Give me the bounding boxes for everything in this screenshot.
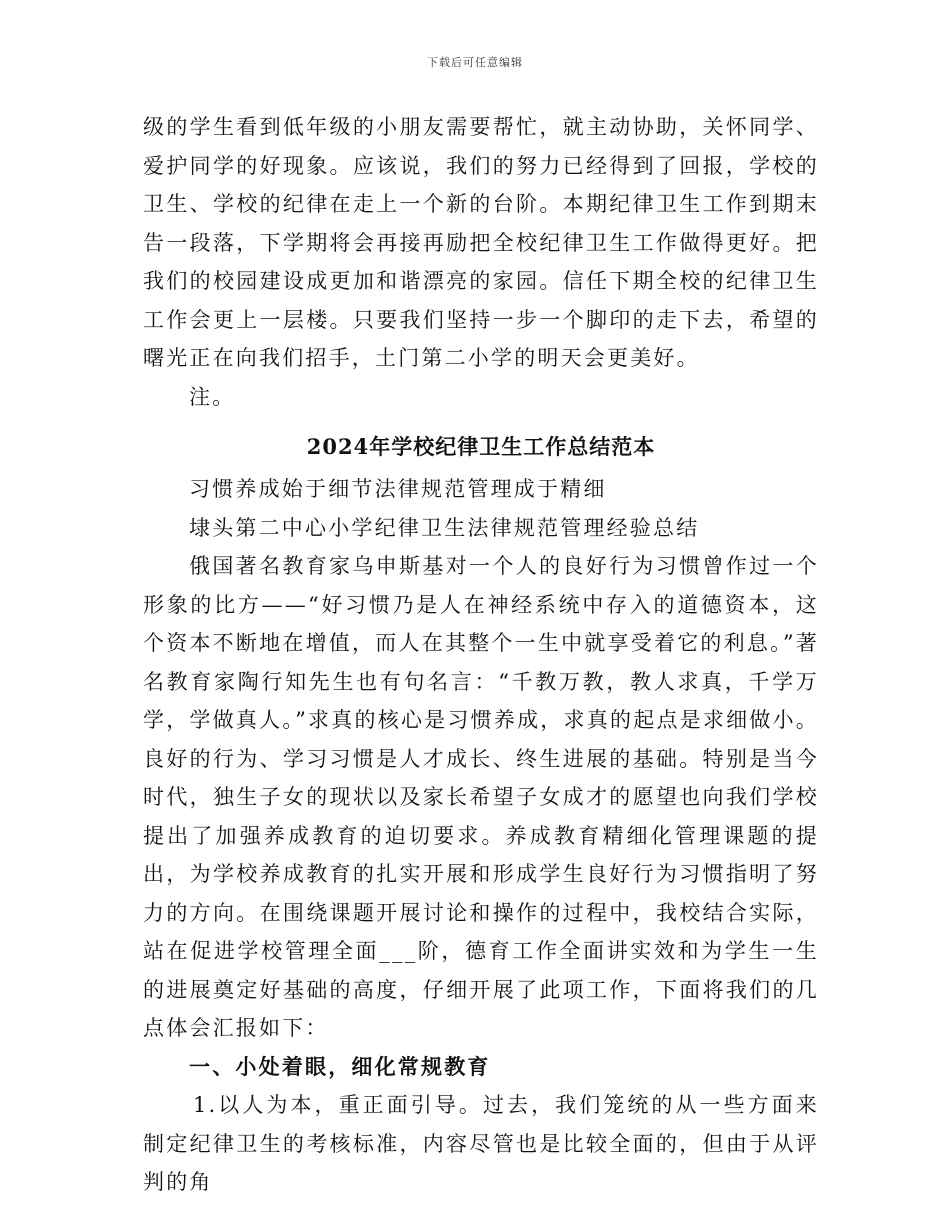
subtitle-line-2: 埭头第二中心小学纪律卫生法律规范管理经验总结	[189, 515, 700, 540]
point-paragraph: 1.以人为本，重正面引导。过去，我们笼统的从一些方面来制定纪律卫生的考核标准，内容尽管也是比较全面的，但由于从评判的角	[143, 1093, 819, 1194]
intro-paragraph: 级的学生看到低年级的小朋友需要帮忙，就主动协助，关怀同学、爱护同学的好现象。应该说，我们的努力已经得到了回报，学校的卫生、学校的纪律在走上一个新的台阶。本期纪律卫生工作到期末告一段落，下学期将会再接再励把全校纪律卫生工作做得更好。把我们的校园建设成更加和谐漂亮的家园。信任下期全校的纪律卫生工作会更上一层楼。只要我们坚持一步一个脚印的走下去，希望的曙光正在向我们招手，土门第二小学的明天会更美好。	[143, 115, 819, 370]
document-body	[143, 108, 819, 1202]
subtitle-line-1: 习惯养成始于细节法律规范管理成于精细	[189, 477, 607, 501]
body-paragraph: 俄国著名教育家乌申斯基对一个人的良好行为习惯曾作过一个形象的比方——“好习惯乃是人在神经系统中存入的道德资本，这个资本不断地在增值，而人在其整个一生中就享受着它的利息。”著名教育家陶行知先生也有句名言：“千教万教，教人求真，千学万学，学做真人。”求真的核心是习惯养成，求真的起点是求细做小。良好的行为、学习习惯是人才成长、终生进展的基础。特别是当今时代，独生子女的现状以及家长希望子女成才的愿望也向我们学校提出了加强养成教育的迫切要求。养成教育精细化管理课题的提出，为学校养成教育的扎实开展和形成学生良好行为习惯指明了努力的方向。在围绕课题开展讨论和操作的过程中，我校结合实际，站在促进学校管理全面___阶，德育工作全面讲实效和为学生一生的进展奠定好基础的高度，仔细开展了此项工作，下面将我们的几点体会汇报如下：	[143, 554, 819, 1040]
page-header-note: 下载后可任意编辑	[427, 56, 523, 69]
note-line: 注。	[189, 384, 236, 409]
document-title: 2024年学校纪律卫生工作总结范本	[306, 434, 656, 459]
section-heading: 一、小处着眼，细化常规教育	[189, 1053, 491, 1079]
